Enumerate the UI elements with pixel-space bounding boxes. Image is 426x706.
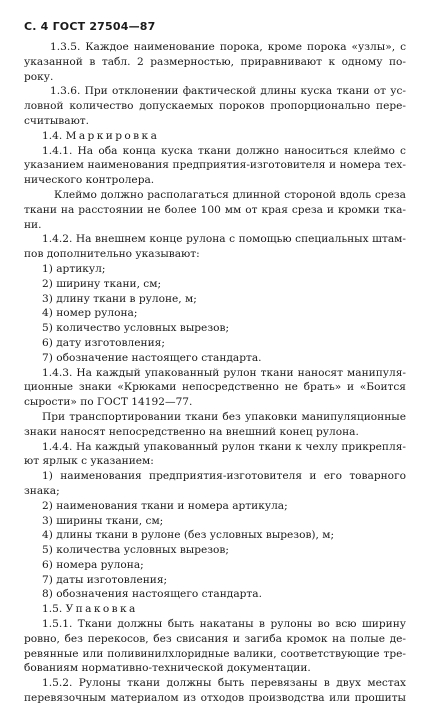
text-line: знаки наносят непосредственно на внешний конец рулона.	[24, 425, 359, 438]
section-number: 1.5.	[42, 603, 63, 616]
text-line: указанной в табл. 2 размерностью, приравнивают к одному по-	[24, 55, 406, 68]
list-item: 2) ширину ткани, см;	[42, 277, 162, 290]
list-item-continuation: знака;	[24, 484, 60, 497]
text-line: нического контролера.	[24, 174, 155, 187]
section-title: Маркировка	[65, 129, 160, 142]
document-body	[24, 40, 406, 706]
list-item: 7) обозначение настоящего стандарта.	[42, 351, 262, 364]
list-item: 5) количества условных вырезов;	[42, 544, 229, 557]
list-item: 6) дату изготовления;	[42, 336, 165, 349]
list-item: 1) наименования предприятия-изготовителя и его товарного	[42, 470, 406, 483]
page-header: С. 4 ГОСТ 27504—87	[24, 20, 156, 33]
text-line: 1.4.2. На внешнем конце рулона с помощью специальных штам-	[42, 233, 406, 246]
text-line: ткани на расстоянии не более 100 мм от края среза и кромки тка-	[24, 203, 406, 216]
text-line: указанием наименования предприятия-изготовителя и номера тех-	[24, 159, 406, 172]
text-line: 1.4.3. На каждый упакованный рулон ткани наносят манипуля-	[42, 366, 406, 379]
text-line: бованиям нормативно-технической документации.	[24, 662, 311, 675]
text-line: 1.3.5. Каждое наименование порока, кроме порока «узлы», с	[50, 41, 406, 53]
section-number: 1.4.	[42, 129, 63, 142]
list-item: 7) даты изготовления;	[42, 573, 168, 586]
text-line: ционные знаки «Крюками непосредственно не брать» и «Боится	[24, 381, 406, 394]
text-line: считывают.	[24, 114, 90, 127]
list-item: 6) номера рулона;	[42, 558, 144, 571]
section-heading-marking	[24, 129, 406, 144]
text-line: року.	[24, 70, 54, 83]
list-item: 4) номер рулона;	[42, 307, 138, 320]
text-line: 1.4.1. На оба конца куска ткани должно наноситься клеймо с	[42, 144, 406, 157]
list-item: 4) длины ткани в рулоне (без условных вырезов), м;	[42, 529, 335, 542]
list-item: 8) обозначения настоящего стандарта.	[42, 588, 262, 601]
text-line: 1.5.1. Ткани должны быть накатаны в рулоны во всю ширину	[42, 618, 406, 631]
text-line: При транспортировании ткани без упаковки манипуляционные	[42, 410, 406, 423]
text-line: перевязочным материалом из отходов производства или прошиты	[24, 692, 406, 705]
text-line: 1.5.2. Рулоны ткани должны быть перевязаны в двух местах	[42, 677, 406, 690]
list-item: 5) количество условных вырезов;	[42, 322, 230, 335]
list-item: 3) длину ткани в рулоне, м;	[42, 292, 197, 305]
list-item: 1) артикул;	[42, 262, 106, 275]
text-line: ни.	[24, 218, 42, 231]
section-title: Упаковка	[65, 603, 138, 616]
list-item: 2) наименования ткани и номера артикула;	[42, 499, 288, 512]
text-line: 1.3.6. При отклонении фактической длины куска ткани от ус-	[50, 85, 406, 98]
text-line: пов дополнительно указывают:	[24, 248, 200, 261]
text-line: ловной количество допускаемых пороков пропорционально пере-	[24, 100, 406, 113]
list-item: 3) ширины ткани, см;	[42, 514, 164, 527]
text-line: ют ярлык с указанием:	[24, 455, 154, 468]
section-heading-packaging	[24, 602, 406, 617]
text-line: Клеймо должно располагаться длинной стороной вдоль среза	[54, 188, 406, 201]
text-line: сырости» по ГОСТ 14192—77.	[24, 396, 193, 409]
text-line: ревянные или поливинилхлоридные валики, соответствующие тре-	[24, 647, 406, 660]
text-line: 1.4.4. На каждый упакованный рулон ткани к чехлу прикрепля-	[42, 440, 406, 453]
text-line: ровно, без перекосов, без свисания и загиба кромок на полые де-	[24, 632, 406, 645]
